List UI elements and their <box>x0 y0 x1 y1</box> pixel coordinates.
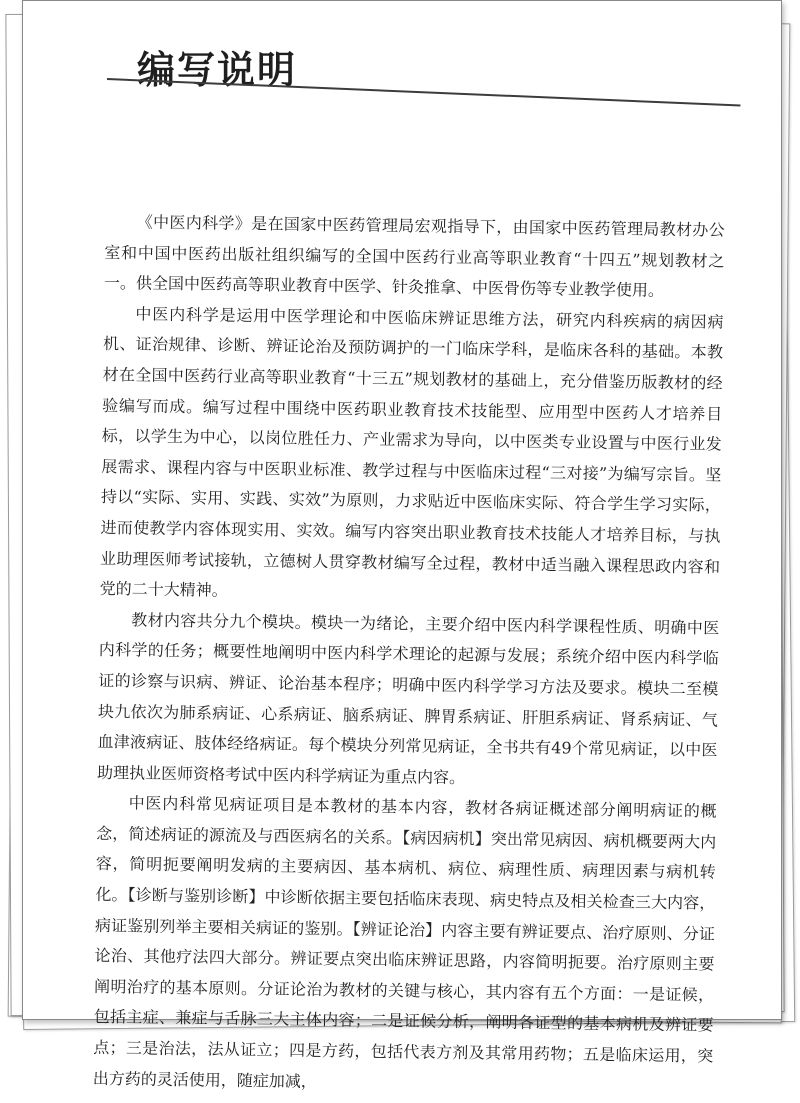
body-text <box>93 207 725 1103</box>
paragraph: 教材内容共分九个模块。模块一为绪论，主要介绍中医内科学课程性质、明确中医内科学的任务；概要性地阐明中医内科学术理论的起源与发展；系统介绍中医内科学临证的诊察与识病、辨证、论治基本程序；明确中医内科学学习方法及要求。模块二至模块九依次为肺系病证、心系病证、脑系病证、脾胃系病证、肝胆系病证、肾系病证、气血津液病证、肢体经络病证。每个模块分列常见病证，全书共有49个常见病证，以中医助理执业医师资格考试中医内科学病证为重点内容。 <box>96 610 720 787</box>
page-title: 编写说明 <box>137 48 298 92</box>
document-page <box>22 0 782 1091</box>
paragraph: 《中医内科学》是在国家中医药管理局宏观指导下，由国家中医药管理局教材办公室和中国中医药出版社组织编写的全国中医药行业高等职业教育“十四五”规划教材之一。供全国中医药高等职业教育中医学、针灸推拿、中医骨伤等专业教学使用。 <box>103 212 725 300</box>
paragraph: 中医内科常见病证项目是本教材的基本内容，教材各病证概述部分阐明病证的概念，简述病证的源流及与西医病名的关系。【病因病机】突出常见病因、病机概要两大内容，简明扼要阐明发病的主要病因、基本病机、病位、病理性质、病理因素与病机转化。【诊断与鉴别诊断】中诊断依据主要包括临床表现、病史特点及相关检查三大内容，病证鉴别列举主要相关病证的鉴别。【辨证论治】内容主要有辨证要点、治疗原则、分证论治、其他疗法四大部分。辨证要点突出临床辨证思路，内容简明扼要。治疗原则主要阐明治疗的基本原则。分证论治为教材的关键与核心，其内容有五个方面：一是证候，包括主症、兼症与舌脉三大主体内容；二是证候分析，阐明各证型的基本病机及辨证要点；三是治法，法从证立；四是方药，包括代表方剂及其常用药物；五是临床运用，突出方药的灵活使用，随症加减， <box>92 793 717 1091</box>
paragraph: 中医内科学是运用中医学理论和中医临床辨证思维方法，研究内科疾病的病因病机、证治规律、诊断、辨证论治及预防调护的一门临床学科，是临床各科的基础。本教材在全国中医药行业高等职业教育“十三五”规划教材的基础上，充分借鉴历版教材的经验编写而成。编写过程中围绕中医药职业教育技术技能型、应用型中医药人才培养目标，以学生为中心，以岗位胜任力、产业需求为导向，以中医类专业设置与中医行业发展需求、课程内容与中医职业标准、教学过程与中医临床过程“三对接”为编写宗旨。坚持以“实际、实用、实践、实效”为原则，力求贴近中医临床实际、符合学生学习实际，进而使教学内容体现实用、实效。编写内容突出职业教育技术技能人才培养目标，与执业助理医师考试接轨，立德树人贯穿教材编写全过程，教材中适当融入课程思政内容和党的二十大精神。 <box>99 304 724 600</box>
